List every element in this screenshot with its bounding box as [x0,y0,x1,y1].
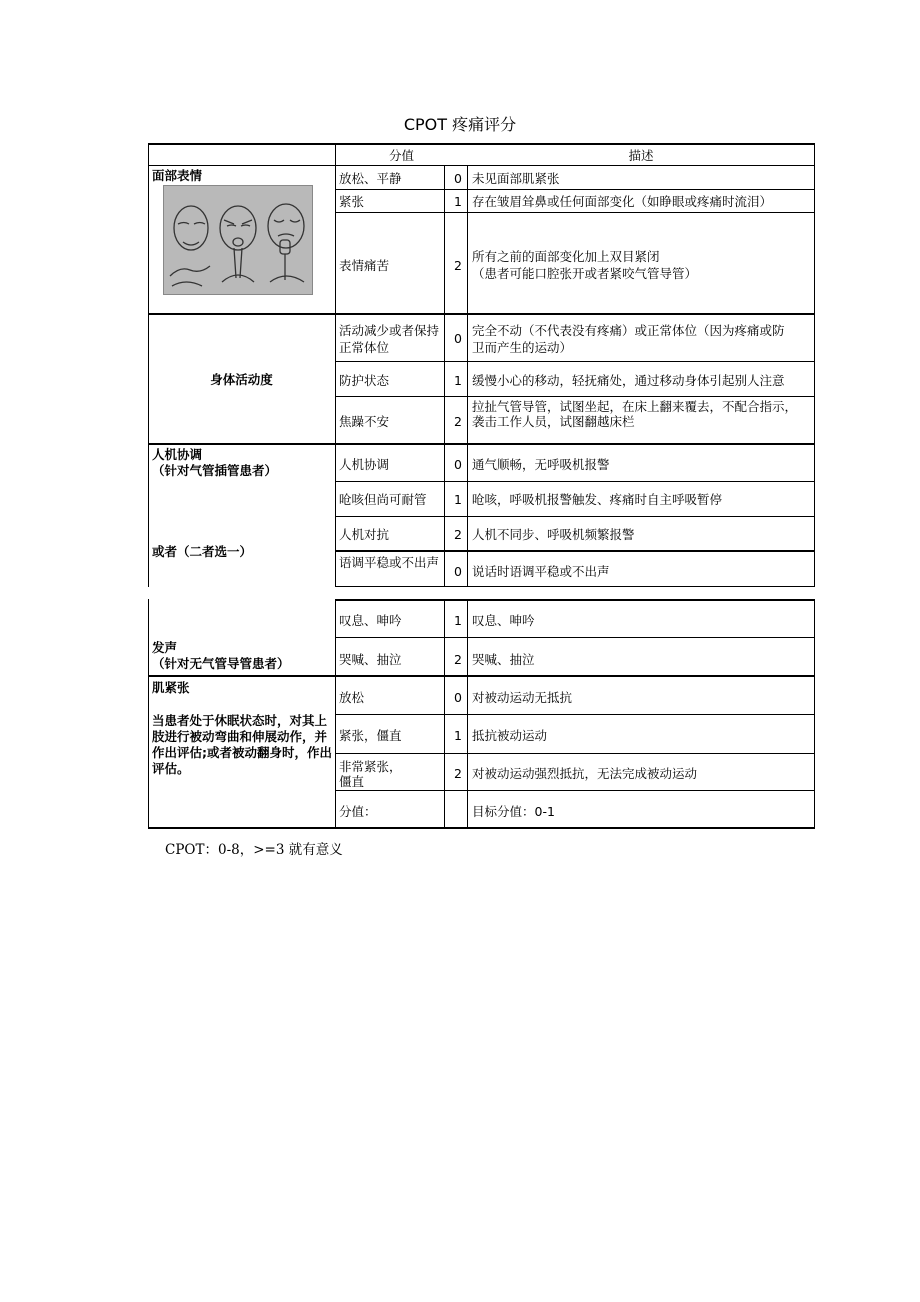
table-row-item: 紧张，僵直 [339,728,402,743]
cpot-range-note: CPOT：0-8，>=3 就有意义 [165,842,343,858]
table-row-item: 放松 [339,690,365,705]
table-row-score: 0 [454,331,462,346]
score-column-header: 分值 [388,148,414,163]
table-row-item: 防护状态 [339,373,390,388]
ventilator-category-sublabel: （针对气管插管患者） [152,463,278,478]
vocalization-category-label: 发声 [152,640,178,655]
table-row-description: 叹息、呻吟 [472,613,535,628]
table-row-description: 哭喊、抽泣 [472,652,535,667]
pain-faces-illustration [163,185,313,295]
table-row-score: 2 [454,527,462,542]
description-column-header: 描述 [628,148,654,163]
muscle-tension-category-label: 肌紧张 [152,680,190,695]
table-row-score: 2 [454,652,462,667]
table-row-score: 2 [454,258,462,273]
table-row-item: 语调平稳或不出声 [339,555,440,570]
table-row-item: 人机协调 [339,457,390,472]
muscle-tension-note: 当患者处于休眠状态时，对其上肢进行被动弯曲和伸展动作，并作出评估;或者被动翻身时，作出评估。 [152,713,332,776]
table-row-item: 表情痛苦 [339,258,390,273]
table-row-description: 人机不同步、呼吸机频繁报警 [472,527,635,542]
table-row-description: 未见面部肌紧张 [472,171,560,186]
table-row-score: 0 [454,690,462,705]
table-row-description: 呛咳，呼吸机报警触发、疼痛时自主呼吸暂停 [472,492,723,507]
table-row-score: 1 [454,373,462,388]
table-row-description: 存在皱眉耸鼻或任何面部变化（如睁眼或疼痛时流泪） [472,194,773,209]
total-score-label: 分值： [339,804,377,819]
table-row-description: 对被动运动强烈抵抗，无法完成被动运动 [472,766,698,781]
table-row-description: 抵抗被动运动 [472,728,548,743]
table-row-score: 0 [454,564,462,579]
ventilator-category-label: 人机协调 [152,447,203,462]
table-row-item: 叹息、呻吟 [339,613,402,628]
table-row-description: 对被动运动无抵抗 [472,690,573,705]
table-row-score: 1 [454,492,462,507]
either-or-note: 或者（二者选一） [152,544,253,559]
table-row-description: 缓慢小心的移动，轻抚痛处，通过移动身体引起别人注意 [472,373,785,388]
table-row-description: 所有之前的面部变化加上双目紧闭 （患者可能口腔张开或者紧咬气管导管） [472,249,698,281]
table-row-item: 哭喊、抽泣 [339,652,402,667]
table-row-description: 完全不动（不代表没有疼痛）或正常体位（因为疼痛或防卫而产生的运动） [472,323,785,355]
body-movement-category-label: 身体活动度 [210,372,273,387]
face-category-label: 面部表情 [152,168,203,183]
table-row-item: 焦躁不安 [339,414,390,429]
table-row-score: 2 [454,766,462,781]
table-row-score: 1 [454,728,462,743]
table-row-item: 活动减少或者保持正常体位 [339,323,440,355]
table-row-score: 1 [454,194,462,209]
target-score-text: 目标分值：0-1 [472,804,555,819]
table-row-item: 紧张 [339,194,365,209]
table-row-description: 说话时语调平稳或不出声 [472,564,610,579]
page-title: CPOT 疼痛评分 [403,115,517,134]
table-row-score: 2 [454,414,462,429]
table-row-item: 放松、平静 [339,171,402,186]
table-row-description: 通气顺畅，无呼吸机报警 [472,457,610,472]
table-row-item: 非常紧张，僵直 [339,759,402,789]
vocalization-category-sublabel: （针对无气管导管患者） [152,656,290,671]
table-row-item: 呛咳但尚可耐管 [339,492,427,507]
table-row-item: 人机对抗 [339,527,390,542]
table-row-score: 0 [454,457,462,472]
table-row-score: 0 [454,171,462,186]
table-row-score: 1 [454,613,462,628]
table-row-description: 拉扯气管导管，试图坐起，在床上翻来覆去，不配合指示， 袭击工作人员，试图翻越床栏 [472,399,798,429]
